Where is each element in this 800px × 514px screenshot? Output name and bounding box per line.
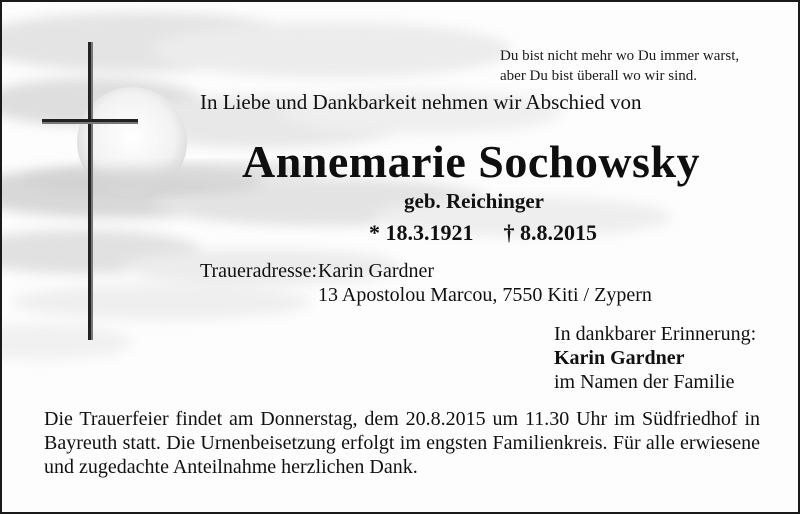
remembrance-person: Karin Gardner xyxy=(554,347,685,369)
address-label: Traueradresse: xyxy=(200,260,318,282)
life-dates xyxy=(369,220,597,246)
death-date: † 8.8.2015 xyxy=(503,220,597,245)
remembrance-family: im Namen der Familie xyxy=(554,371,735,393)
birth-date: * 18.3.1921 xyxy=(369,220,474,245)
remembrance-heading: In dankbarer Erinnerung: xyxy=(554,323,757,345)
deceased-name: Annemarie Sochowsky xyxy=(242,136,701,187)
quote-line-2: aber Du bist überall wo wir sind. xyxy=(500,68,698,84)
quote xyxy=(500,46,739,86)
intro-text: In Liebe und Dankbarkeit nehmen wir Abschied von xyxy=(200,90,642,114)
quote-line-1: Du bist nicht mehr wo Du immer warst, xyxy=(500,48,740,64)
remembrance-block xyxy=(554,322,756,394)
address-line-1: Karin Gardner xyxy=(318,260,435,282)
address-line-2: 13 Apostolou Marcou, 7550 Kiti / Zypern xyxy=(318,284,652,306)
birth-name: geb. Reichinger xyxy=(404,189,544,213)
service-paragraph: Die Trauerfeier findet am Donnerstag, dem 20.8.2015 um 11.30 Uhr im Südfriedhof in Bayreuth statt. Die Urnenbeisetzung erfolgt im engsten Familienkreis. Für alle erwiesene und zugedachte Anteilnahme herzlichen Dank. xyxy=(44,408,760,478)
